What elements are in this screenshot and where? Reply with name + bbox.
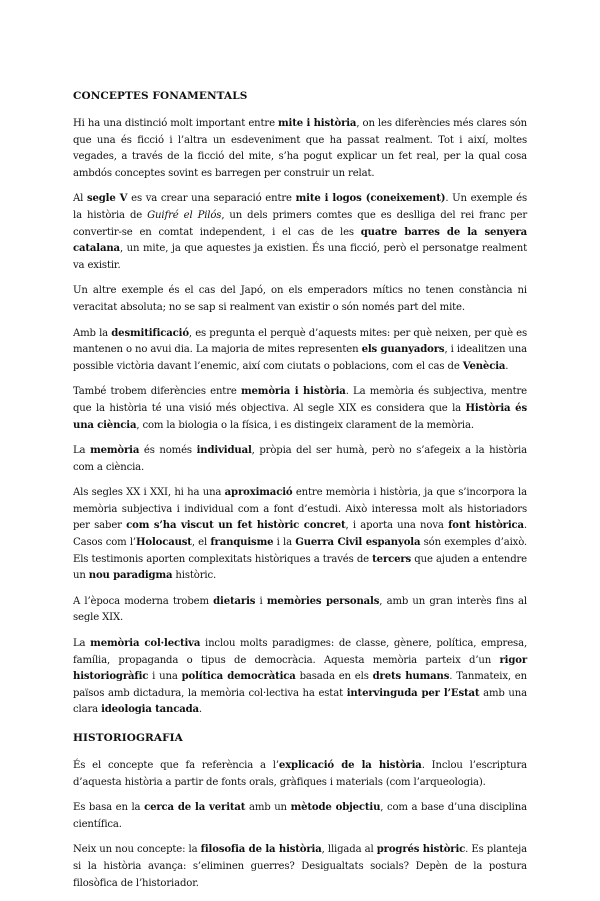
text-run: entre memòria i història, ja que s’incorpora la memòria subjectiva i individual com a font d’estudi. Això interessa molt als historiadors per saber [73, 487, 527, 532]
paragraph [73, 191, 527, 274]
bold-term: Guerra Civil espanyola [295, 537, 421, 549]
paragraph [73, 443, 527, 476]
text-run: són exemples d’això. Els testimonis aporten complexitats històriques a través de [73, 537, 527, 565]
text-run: , amb un gran interès fins al segle XIX. [73, 595, 527, 624]
text-run: amb un [245, 802, 291, 814]
text-run: , el [191, 537, 211, 549]
text-run: . Casos com l’ [73, 520, 527, 549]
text-run: Un altre exemple és el cas del Japó, on els emperadors mítics no tenen constància ni veracitat absoluta; no se sap si realment van existir o són només part del mite. [73, 285, 527, 313]
text-run: La [73, 445, 91, 457]
bold-term: drets humans [372, 671, 450, 683]
section-body-historiografia [73, 758, 527, 892]
paragraph [73, 636, 527, 719]
text-run: També trobem diferències entre [73, 386, 241, 398]
bold-term: desmitificació [111, 327, 189, 339]
bold-term: individual [196, 445, 252, 457]
text-run: i la [273, 537, 296, 549]
text-run: que ajuden a entendre un [73, 553, 527, 582]
text-run: es va crear una separació entre [127, 193, 296, 205]
bold-term: tercers [372, 553, 412, 565]
bold-term: memòries personals [266, 595, 380, 607]
bold-term: aproximació [224, 487, 293, 499]
paragraph [73, 116, 527, 182]
text-run: , com a base d’una disciplina científica. [73, 802, 527, 830]
bold-term: explicació de la història [278, 760, 422, 771]
bold-term: nou paradigma [88, 570, 173, 582]
bold-term: segle V [86, 193, 128, 205]
section-body-conceptes [73, 116, 527, 719]
bold-term: memòria col·lectiva [90, 638, 201, 650]
bold-term: Holocaust [135, 537, 192, 549]
text-run: Als segles XX i XXI, hi ha una [73, 487, 225, 499]
bold-term: quatre barres de la senyera catalana [73, 226, 527, 255]
text-run: A l’època moderna trobem [73, 595, 214, 607]
paragraph [73, 283, 527, 316]
paragraph [73, 326, 527, 376]
bold-term: memòria [90, 445, 140, 457]
text-run: amb una clara [73, 687, 527, 716]
paragraph [73, 800, 527, 833]
bold-term: intervinguda per l’Estat [346, 687, 480, 699]
paragraph [73, 594, 527, 627]
bold-term: mètode objectiu [290, 802, 381, 814]
paragraph [73, 842, 527, 892]
text-run: , i aporta una nova [345, 520, 449, 532]
bold-term: memòria i història [240, 386, 346, 398]
text-run: i [255, 595, 267, 607]
text-run: , i idealitzen una possible victòria davant l’enemic, així com ciutats o poblacions, com el cas de [73, 344, 528, 372]
section-heading-historiografia: HISTORIOGRAFIA [73, 732, 183, 744]
paragraph [73, 384, 527, 434]
bold-term: cerca de la veritat [144, 802, 246, 814]
text-run: Hi ha una distinció molt important entre [73, 118, 279, 129]
text-run: Es basa en la [73, 802, 145, 814]
text-run: , es pregunta el perquè d’aquests mites: per què neixen, per què es mantenen o no avui dia. La majoria de mites representen [73, 327, 527, 356]
bold-term: Història és una ciència [73, 402, 527, 431]
text-run: . [198, 704, 202, 716]
bold-term: política democràtica [181, 671, 296, 683]
bold-term: com s’ha viscut un fet històric concret [126, 520, 346, 532]
bold-term: Venècia [462, 360, 506, 372]
text-run: basada en els [295, 671, 373, 683]
bold-term: ideologia tancada [101, 704, 199, 716]
text-run: . Un exemple és la història de [73, 193, 528, 221]
bold-term: rigor historiogràfic [73, 654, 527, 683]
text-run: inclou molts paradigmes: de classe, gènere, política, empresa, família, propaganda o tipus de democràcia. Aquesta memòria parteix d’un [73, 638, 528, 666]
text-run: És el concepte que fa referència a l’ [73, 760, 279, 771]
bold-term: progrés històric [376, 844, 466, 856]
text-run: , un dels primers comtes que es deslliga del rei franc per convertir-se en comtat independent, i el cas de les [73, 209, 527, 238]
section-heading-conceptes: CONCEPTES FONAMENTALS [73, 90, 248, 102]
text-run: , com la biologia o la física, i es distingeix clarament de la memòria. [136, 419, 474, 431]
text-run: , lligada al [321, 844, 377, 856]
text-run: , un mite, ja que aquestes ja existien. És una ficció, però el personatge realment va existir. [73, 243, 527, 271]
bold-term: mite i logos (coneixement) [295, 193, 446, 205]
text-run: , on les diferències més clares són que una és ficció i l’altra un esdeveniment que ha passat realment. Tot i així, moltes vegades, a través de la ficció del mite, s’ha pogut explicar un fet real, per la qual cosa ambdós conceptes sovint es barregen per construir un relat. [73, 118, 527, 179]
text-run: i una [148, 671, 182, 683]
text-run: . [505, 360, 509, 372]
text-run: . Inclou l’escriptura d’aquesta història a partir de fonts orals, gràfiques i materials (com l’arqueologia). [73, 760, 527, 788]
text-run: , pròpia del ser humà, però no s’afegeix a la història com a ciència. [73, 445, 528, 473]
text-run: és només [139, 445, 197, 457]
bold-term: filosofia de la història [200, 844, 322, 856]
text-run: Al [73, 193, 87, 205]
text-run: històric. [172, 570, 217, 582]
text-run: . Tanmateix, en països amb dictadura, la memòria col·lectiva ha estat [73, 671, 527, 699]
paragraph [73, 485, 527, 585]
italic-term: Guifré el Pilós [147, 209, 222, 221]
bold-term: mite i història [278, 118, 357, 129]
bold-term: franquisme [210, 537, 274, 549]
text-run: Neix un nou concepte: la [73, 844, 201, 856]
text-run: . Es planteja si la història avança: s’eliminen guerres? Desigualtats socials? Depèn de la postura filosòfica de l’historiador. [73, 844, 527, 889]
bold-term: dietaris [213, 595, 256, 607]
bold-term: font històrica [448, 520, 524, 532]
paragraph [73, 758, 527, 791]
text-run: Amb la [73, 327, 112, 339]
document-content [73, 90, 527, 901]
bold-term: els guanyadors [361, 344, 445, 356]
text-run: . La memòria és subjectiva, mentre que la història té una visió més objectiva. Al segle XIX es considera que la [73, 386, 527, 414]
text-run: La [73, 638, 91, 650]
